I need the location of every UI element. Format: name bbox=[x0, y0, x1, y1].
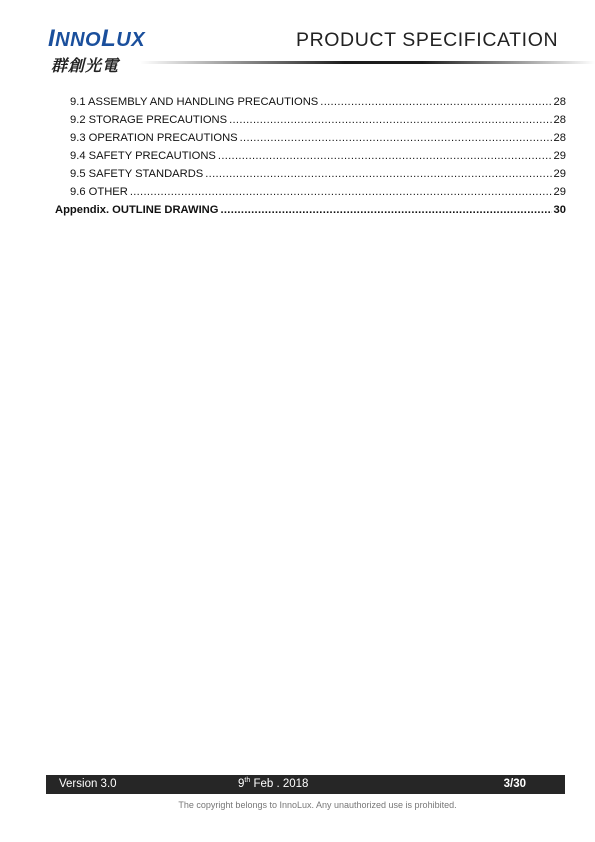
toc-entry-page: 29 bbox=[553, 168, 566, 180]
footer-page-number: 3/30 bbox=[503, 778, 526, 790]
toc-leader-dots bbox=[220, 201, 551, 219]
copyright-notice: The copyright belongs to InnoLux. Any unauthorized use is prohibited. bbox=[178, 800, 457, 810]
toc-leader-dots bbox=[218, 147, 552, 165]
footer-date-rest: Feb . 2018 bbox=[250, 778, 309, 790]
toc-entry-page: 28 bbox=[553, 132, 566, 144]
document-title: PRODUCT SPECIFICATION bbox=[296, 29, 559, 51]
toc-leader-dots bbox=[205, 165, 551, 183]
toc-entry[interactable] bbox=[70, 165, 566, 183]
toc-entry-label: 9.4 SAFETY PRECAUTIONS bbox=[70, 150, 216, 162]
company-logo bbox=[48, 25, 158, 75]
toc-entry[interactable] bbox=[70, 183, 566, 201]
toc-entry[interactable] bbox=[70, 111, 566, 129]
toc-entry-label: 9.5 SAFETY STANDARDS bbox=[70, 168, 204, 180]
toc-entry[interactable] bbox=[70, 93, 566, 111]
toc-entry-page: 30 bbox=[553, 204, 566, 216]
toc-entry-label: Appendix. OUTLINE DRAWING bbox=[55, 204, 219, 216]
footer-date-suffix: th bbox=[244, 777, 251, 784]
toc-leader-dots bbox=[320, 93, 551, 111]
toc-entry-label: 9.3 OPERATION PRECAUTIONS bbox=[70, 132, 238, 144]
toc-entry-appendix[interactable] bbox=[55, 201, 566, 219]
toc-entry-page: 29 bbox=[553, 150, 566, 162]
footer-date bbox=[238, 775, 308, 794]
toc-entry-label: 9.2 STORAGE PRECAUTIONS bbox=[70, 114, 228, 126]
logo-chinese-name: 群創光電 bbox=[51, 56, 120, 75]
toc-entry-label: 9.6 OTHER bbox=[70, 186, 128, 198]
toc-leader-dots bbox=[229, 111, 551, 129]
toc-entry[interactable] bbox=[70, 147, 566, 165]
header-divider bbox=[140, 61, 595, 64]
toc-entry-label: 9.1 ASSEMBLY AND HANDLING PRECAUTIONS bbox=[70, 96, 319, 108]
toc-entry[interactable] bbox=[70, 129, 566, 147]
footer-version: Version 3.0 bbox=[59, 778, 117, 790]
footer-bar bbox=[46, 775, 565, 794]
toc-entry-page: 28 bbox=[553, 114, 566, 126]
toc-leader-dots bbox=[130, 183, 552, 201]
footer-date-day: 9 bbox=[238, 778, 245, 790]
toc-entry-page: 29 bbox=[553, 186, 566, 198]
toc-entry-page: 28 bbox=[553, 96, 566, 108]
logo-wordmark: INNOLUX bbox=[48, 25, 146, 52]
toc-leader-dots bbox=[240, 129, 552, 147]
